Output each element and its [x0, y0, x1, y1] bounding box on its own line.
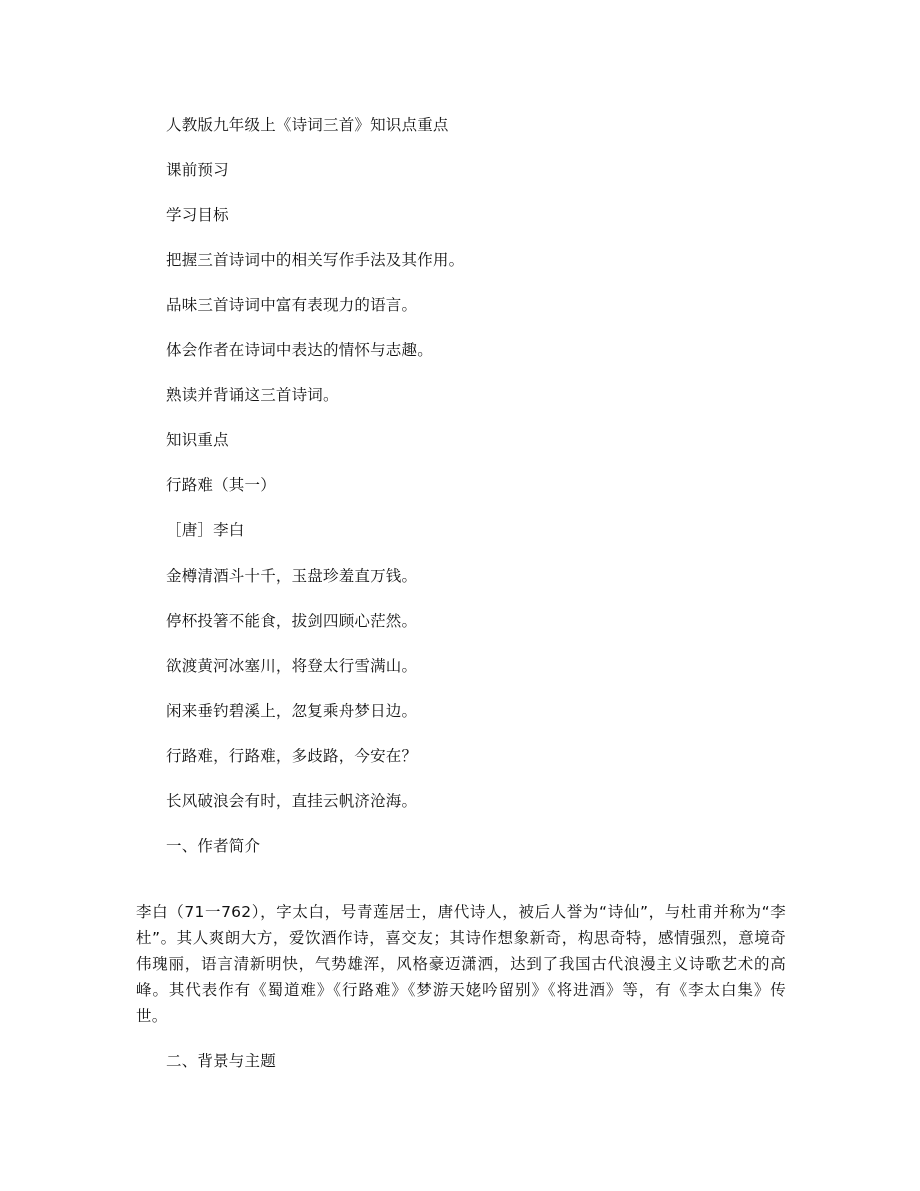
document-title: 人教版九年级上《诗词三首》知识点重点: [166, 116, 449, 134]
poem-line: 长风破浪会有时，直挂云帆济沧海。: [166, 792, 418, 810]
goal-item: 把握三首诗词中的相关写作手法及其作用。: [166, 251, 465, 269]
poem-line: 行路难，行路难，多歧路，今安在？: [166, 747, 418, 765]
poem-line: 闲来垂钓碧溪上，忽复乘舟梦日边。: [166, 702, 418, 720]
author-intro-paragraph: 李白（71一762），字太白，号青莲居士，唐代诗人，被后人誉为“诗仙”，与杜甫并称为“李杜”。其人爽朗大方，爱饮酒作诗，喜交友；其诗作想象新奇，构思奇特，感情强烈，意境奇伟瑰丽，语言清新明快，气势雄浑，风格豪迈潇洒，达到了我国古代浪漫主义诗歌艺术的高峰。其代表作有《蜀道难》《行路难》《梦游天姥吟留别》《将进酒》等，有《李太白集》传世。: [136, 903, 786, 1025]
goal-item: 品味三首诗词中富有表现力的语言。: [166, 296, 418, 314]
poem-title: 行路难（其一）: [166, 476, 276, 494]
poem-line: 金樽清酒斗十千，玉盘珍羞直万钱。: [166, 567, 418, 585]
poem-line: 停杯投箸不能食，拔剑四顾心茫然。: [166, 612, 418, 630]
poem-author: ［唐］李白: [166, 521, 245, 539]
preview-heading: 课前预习: [166, 161, 229, 179]
goals-heading: 学习目标: [166, 206, 229, 224]
poem-line: 欲渡黄河冰塞川，将登太行雪满山。: [166, 657, 418, 675]
knowledge-heading: 知识重点: [166, 431, 229, 449]
goal-item: 熟读并背诵这三首诗词。: [166, 386, 339, 404]
section-heading-author: 一、作者简介: [166, 837, 261, 855]
goal-item: 体会作者在诗词中表达的情怀与志趣。: [166, 341, 433, 359]
section-heading-background: 二、背景与主题: [166, 1052, 276, 1070]
